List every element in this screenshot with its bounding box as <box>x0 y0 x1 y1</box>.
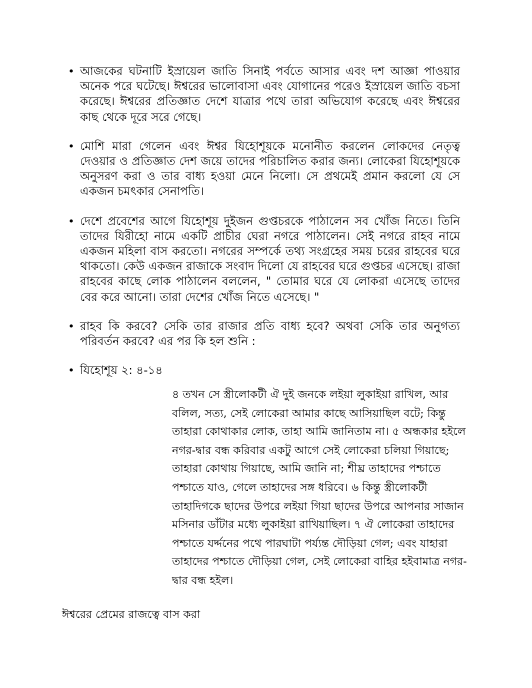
bullet-icon: • <box>68 65 75 78</box>
bullet-icon: • <box>68 214 75 228</box>
bullet-icon: • <box>68 364 75 378</box>
paragraph-text: আজকের ঘটনাটি ইস্রায়েল জাতি সিনাই পর্বতে আসার এবং দশ আজ্ঞা পাওয়ার অনেক পরে ঘটেছে। ঈশ্বরের ভালোবাসা এবং যোগানের পরেও ইস্রায়েল জাতি বচসা করেছে। ঈশ্বরের প্রতিজ্ঞাত দেশে যাত্রার পথে তারা অভিযোগ করেছে এবং ঈশ্বরের কাছ থেকে দূরে সরে গেছে। <box>80 64 460 124</box>
page-footer: ঈশ্বরের প্রেমের রাজত্বে বাস করা <box>62 608 201 621</box>
list-item <box>68 138 460 200</box>
list-item <box>68 64 460 125</box>
list-item <box>68 213 461 305</box>
bullet-list <box>68 64 461 392</box>
paragraph-text: মোশি মারা গেলেন এবং ঈশ্বর যিহোশূয়কে মনোনীত করলেন লোকদের নেতৃত্ব দেওয়ার ও প্রতিজ্ঞাত দেশ জয়ে তাদের পরিচালিত করার জন্য। লোকেরা যিহোশূয়কে অনুসরণ করা ও তার বাধ্য হওয়া মেনে নিলো। সে প্রথমেই প্রমান করলো যে সে একজন চমৎকার সেনাপতি। <box>80 138 460 199</box>
list-item <box>68 363 460 378</box>
scripture-reference: যিহোশূয় ২: ৪-১৪ <box>80 363 163 378</box>
bullet-icon: • <box>68 139 75 153</box>
scripture-quote: ৪ তখন সে স্ত্রীলোকটী ঐ দুই জনকে লইয়া লুকাইয়া রাখিল, আর বলিল, সত্য, সেই লোকেরা আমার কাছে আসিয়াছিল বটে; কিন্তু তাহারা কোথাকার লোক, তাহা আমি জানিতাম না। ৫ অন্ধকার হইলে নগর-দ্বার বন্ধ করিবার একটু আগে সেই লোকেরা চলিয়া গিয়াছে; তাহারা কোথায় গিয়াছে, আমি জানি না; শীঘ্র তাহাদের পশ্চাতে পশ্চাতে যাও, গেলে তাহাদের সঙ্গ ধরিবে। ৬ কিন্তু স্ত্রীলোকটী তাহাদিগকে ছাদের উপরে লইয়া গিয়া ছাদের উপরে আপনার সাজান মসিনার ডাঁটার মধ্যে লুকাইয়া রাখিয়াছিল। ৭ ঐ লোকেরা তাহাদের পশ্চাতে যর্দ্দনের পথে পারঘাটা পর্য্যন্ত দৌড়িয়া গেল; এবং যাহারা তাহাদের পশ্চাতে দৌড়িয়া গেল, সেই লোকেরা বাহির হইবামাত্র নগর-দ্বার বন্ধ হইল। <box>172 388 467 587</box>
bullet-icon: • <box>68 319 75 333</box>
paragraph-text: রাহব কি করবে? সেকি তার রাজার প্রতি বাধ্য হবে? অথবা সেকি তার অনুগত্য পরিবর্তন করবে? এর পর কি হল শুনি : <box>80 318 460 349</box>
paragraph-text: দেশে প্রবেশের আগে যিহোশূয় দুইজন গুপ্তচরকে পাঠালেন সব খোঁজ নিতে। তিনি তাদের যিরীহো নামে একটি প্রাচীর ঘেরা নগরে পাঠালেন। সেই নগরে রাহব নামে একজন মহিলা বাস করতো। নগরের সম্পর্কে তথ্য সংগ্রহের সময় চরের রাহবের ঘরে থাকতো। কেউ একজন রাজাকে সংবাদ দিলো যে রাহবের ঘরে গুপ্তচর এসেছে। রাজা রাহবের কাছে লোক পাঠালেন বললেন, " তোমার ঘরে যে লোকরা এসেছে তাদের বের করে আনো। তারা দেশের খোঁজ নিতে এসেছে। " <box>80 213 461 304</box>
list-item <box>68 318 460 349</box>
